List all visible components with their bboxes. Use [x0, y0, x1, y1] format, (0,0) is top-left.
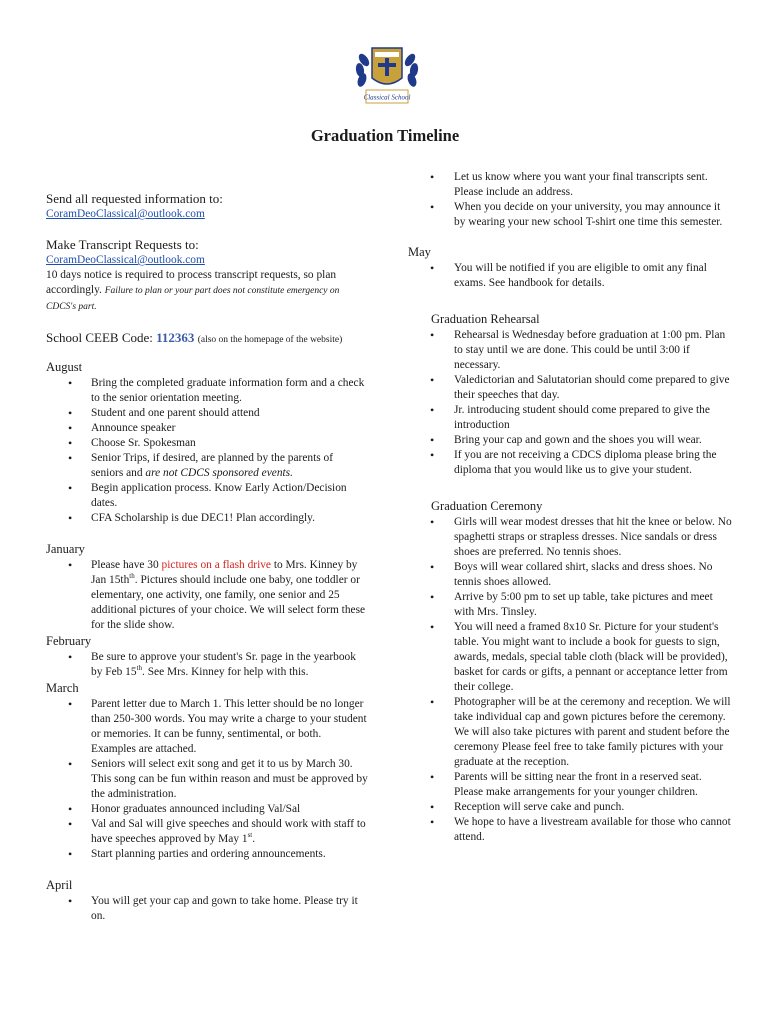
list-item: • Girls will wear modest dresses that hit the knee or below. No spaghetti straps or strapless dresses. Nice sandals or dress shoes are preferred. No tennis shoes.	[408, 515, 733, 560]
ceremony-heading: Graduation Ceremony	[431, 499, 543, 513]
transcript-notice: 10 days notice is required to process transcript requests, so plan accordingly. Failure to plan or your part does not constitute emergency on CDCS's part.	[46, 269, 340, 312]
list-item: • Valedictorian and Salutatorian should come prepared to give their speeches that day.	[408, 373, 733, 403]
list-item: • Rehearsal is Wednesday before graduation at 1:00 pm. Plan to stay until we are done. This could be until 3:00 if necessary.	[408, 328, 733, 373]
march-heading: March	[46, 681, 79, 695]
transcript-email-link[interactable]: CoramDeoClassical@outlook.com	[46, 254, 205, 266]
august-heading: August	[46, 360, 83, 374]
right-column	[408, 170, 733, 845]
page-title: Graduation Timeline	[310, 126, 460, 145]
right-top-list	[408, 170, 733, 230]
list-item: • Bring your cap and gown and the shoes you will wear.	[408, 433, 733, 448]
april-heading: April	[46, 878, 73, 892]
list-item: • Arrive by 5:00 pm to set up table, take pictures and meet with Mrs. Tinsley.	[408, 590, 733, 620]
ceeb-code: School CEEB Code: 112363 (also on the homepage of the website)	[46, 330, 343, 345]
list-item: • Photographer will be at the ceremony and reception. We will take individual cap and gown pictures before the ceremony. We will also take pictures with parent and student before the ceremony Please feel free to take family pictures with your graduate at the reception.	[408, 695, 733, 770]
list-item: • Bring the completed graduate information form and a check to the senior orientation meeting.	[46, 376, 368, 406]
svg-text:Classical School: Classical School	[363, 93, 411, 102]
list-item: • Begin application process. Know Early Action/Decision dates.	[46, 481, 368, 511]
list-item: • Start planning parties and ordering announcements.	[46, 847, 368, 862]
february-heading: February	[46, 634, 92, 648]
list-item: • Parent letter due to March 1. This letter should be no longer than 250-300 words. You may write a charge to your student or memories. It can be funny, sentimental, or both. Examples are attached.	[46, 697, 368, 757]
list-item: • Val and Sal will give speeches and should work with staff to have speeches approved by May 1st.	[46, 817, 368, 847]
list-item: • Announce speaker	[46, 421, 368, 436]
school-logo	[352, 38, 422, 106]
ceremony-list	[408, 515, 733, 845]
list-item: • You will be notified if you are eligible to omit any final exams. See handbook for details.	[408, 261, 733, 291]
august-list	[46, 376, 368, 526]
list-item: • You will get your cap and gown to take home. Please try it on.	[46, 894, 368, 924]
list-item: • Senior Trips, if desired, are planned by the parents of seniors and are not CDCS sponsored events.	[46, 451, 368, 481]
list-item: • Parents will be sitting near the front in a reserved seat. Please make arrangements for your younger children.	[408, 770, 733, 800]
list-item: • If you are not receiving a CDCS diploma please bring the diploma that you would like us to give your student.	[408, 448, 733, 478]
april-list	[46, 894, 368, 924]
march-list	[46, 697, 368, 862]
rehearsal-heading: Graduation Rehearsal	[431, 312, 540, 326]
list-item: • We hope to have a livestream available for those who cannot attend.	[408, 815, 733, 845]
list-item: • Be sure to approve your student's Sr. page in the yearbook by Feb 15th. See Mrs. Kinney for help with this.	[46, 650, 368, 680]
list-item: • You will need a framed 8x10 Sr. Picture for your student's table. You might want to include a book for guests to sign, awards, medals, special table cloth (black will be provided), basket for cards or gifts, a pennant or acceptance letter from their college.	[408, 620, 733, 695]
list-item: • Boys will wear collared shirt, slacks and dress shoes. No tennis shoes allowed.	[408, 560, 733, 590]
list-item: • CFA Scholarship is due DEC1! Plan accordingly.	[46, 511, 368, 526]
send-label: Send all requested information to:	[46, 191, 223, 206]
send-email-link[interactable]: CoramDeoClassical@outlook.com	[46, 208, 205, 220]
list-item: • Student and one parent should attend	[46, 406, 368, 421]
may-heading: May	[408, 245, 431, 259]
february-list	[46, 650, 368, 680]
list-item: • When you decide on your university, you may announce it by wearing your new school T-shirt one time this semester.	[408, 200, 733, 230]
may-list	[408, 261, 733, 291]
left-column	[46, 190, 368, 924]
january-heading: January	[46, 542, 85, 556]
list-item: • Seniors will select exit song and get it to us by March 30. This song can be fun within reason and must be approved by the administration.	[46, 757, 368, 802]
list-item: • Choose Sr. Spokesman	[46, 436, 368, 451]
rehearsal-list	[408, 328, 733, 478]
transcript-label: Make Transcript Requests to:	[46, 237, 199, 252]
list-item: • Honor graduates announced including Val/Sal	[46, 802, 368, 817]
january-list	[46, 558, 368, 633]
list-item: • Please have 30 pictures on a flash drive to Mrs. Kinney by Jan $15th^{th}$. Pictures should include one baby, one toddler or elementary, one activity, one family, one senior and 25 additional pictures of your choice. We will select form these for the slide show.	[46, 558, 368, 633]
list-item: • Jr. introducing student should come prepared to give the introduction	[408, 403, 733, 433]
list-item: • Reception will serve cake and punch.	[408, 800, 733, 815]
list-item: • Let us know where you want your final transcripts sent. Please include an address.	[408, 170, 733, 200]
